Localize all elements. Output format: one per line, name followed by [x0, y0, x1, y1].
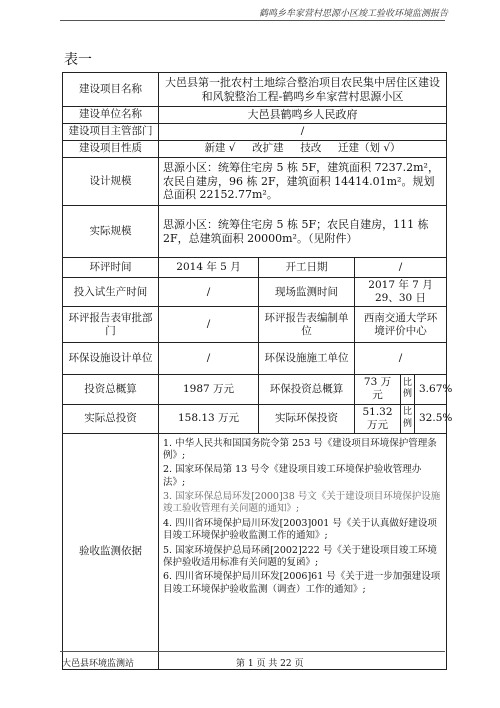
start-date-label: 开工日期 [259, 258, 355, 278]
facility-build-value: / [355, 343, 447, 375]
budget-ratio-label: 比例 [401, 375, 415, 404]
project-name-label: 建设项目名称 [63, 73, 159, 107]
authority-value: / [159, 124, 447, 141]
basis-item: 1. 中华人民共和国国务院令第 253 号《建设项目环境保护管理条例》; [163, 437, 437, 462]
basis-item: 5. 国家环境保护总局环函[2002]222 号《关于建设项目竣工环境保护验收适用标准有关问题的复函》; [163, 544, 437, 568]
authority-label: 建设项目主管部门 [63, 124, 159, 141]
invest-actual-value: 158.13 万元 [159, 404, 259, 433]
nature-value: 新建 √ 改扩建 技改 迁建（划 √） [159, 141, 447, 158]
page-number: 第 1 页 共 22 页 [236, 659, 304, 669]
footer-org: 大邑县环境监测站 [62, 659, 135, 669]
invest-budget-label: 投资总概算 [63, 375, 159, 404]
basis-item: 2. 国家环保局第 13 号令《建设项目竣工环境保护验收管理办法》; [163, 464, 422, 488]
budget-ratio-value: 3.67% [415, 375, 447, 404]
actual-ratio-label: 比例 [401, 404, 415, 433]
compiler-label: 环评报告表编制单位 [259, 307, 355, 343]
basis-list [159, 433, 447, 669]
env-actual-value: 51.32 万元 [355, 404, 401, 433]
footer-rule [60, 651, 445, 652]
nature-label: 建设项目性质 [63, 141, 159, 158]
header-rule [60, 20, 445, 21]
approval-value: / [159, 307, 259, 343]
running-header: 鹤鸣乡牟家营村思源小区竣工验收环境监测报告 [258, 9, 448, 19]
monitor-time-label: 现场监测时间 [259, 278, 355, 307]
eia-time-label: 环评时间 [63, 258, 159, 278]
eia-time-value: 2014 年 5 月 [159, 258, 259, 278]
approval-label: 环评报告表审批部门 [63, 307, 159, 343]
basis-item: 3. 国家环保总局环发[2000]38 号文《关于建设项目环境保护设施竣工验收管理有关问题的通知》; [163, 491, 441, 515]
actual-ratio-value: 32.5% [415, 404, 447, 433]
env-budget-value: 73 万元 [355, 375, 401, 404]
basis-label: 验收监测依据 [63, 433, 159, 669]
start-date-value: / [355, 258, 447, 278]
basis-item: 4. 四川省环境保护局川环发[2003]001 号《关于认真做好建设项目竣工环境保护验收监测工作的通知》; [163, 517, 437, 542]
actual-scale-value: 思源小区：统筹住宅房 5 栋 5F；农民自建房，111 栋 2F，总建筑面积 20000m²。（见附件） [159, 206, 447, 258]
compiler-value: 西南交通大学环境评价中心 [355, 307, 447, 343]
table-title: 表一 [64, 52, 92, 68]
basis-item: 6. 四川省环境保护局川环发[2006]61 号《关于进一步加强建设项目竣工环境保护验收监测（调查）工作的通知》; [163, 571, 441, 595]
facility-design-value: / [159, 343, 259, 375]
actual-scale-label: 实际规模 [63, 206, 159, 258]
design-scale-label: 设计规模 [63, 158, 159, 206]
env-budget-label: 环保投资总概算 [259, 375, 355, 404]
facility-build-label: 环保设施施工单位 [259, 343, 355, 375]
invest-actual-label: 实际总投资 [63, 404, 159, 433]
project-name-value: 大邑县第一批农村土地综合整治项目农民集中居住区建设和风貌整治工程-鹤鸣乡牟家营村思源小区 [159, 73, 447, 107]
facility-design-label: 环保设施设计单位 [63, 343, 159, 375]
trial-time-label: 投入试生产时间 [63, 278, 159, 307]
builder-label: 建设单位名称 [63, 107, 159, 124]
project-info-table [62, 72, 453, 670]
env-actual-label: 实际环保投资 [259, 404, 355, 433]
design-scale-value: 思源小区：统筹住宅房 5 栋 5F，建筑面积 7237.2m²，农民自建房，96 栋 2F，建筑面积 14414.01m²。规划总面积 22152.77m²。 [159, 158, 447, 206]
monitor-time-value: 2017 年 7 月 29、30 日 [355, 278, 447, 307]
invest-budget-value: 1987 万元 [159, 375, 259, 404]
trial-time-value: / [159, 278, 259, 307]
builder-value: 大邑县鹤鸣乡人民政府 [159, 107, 447, 124]
